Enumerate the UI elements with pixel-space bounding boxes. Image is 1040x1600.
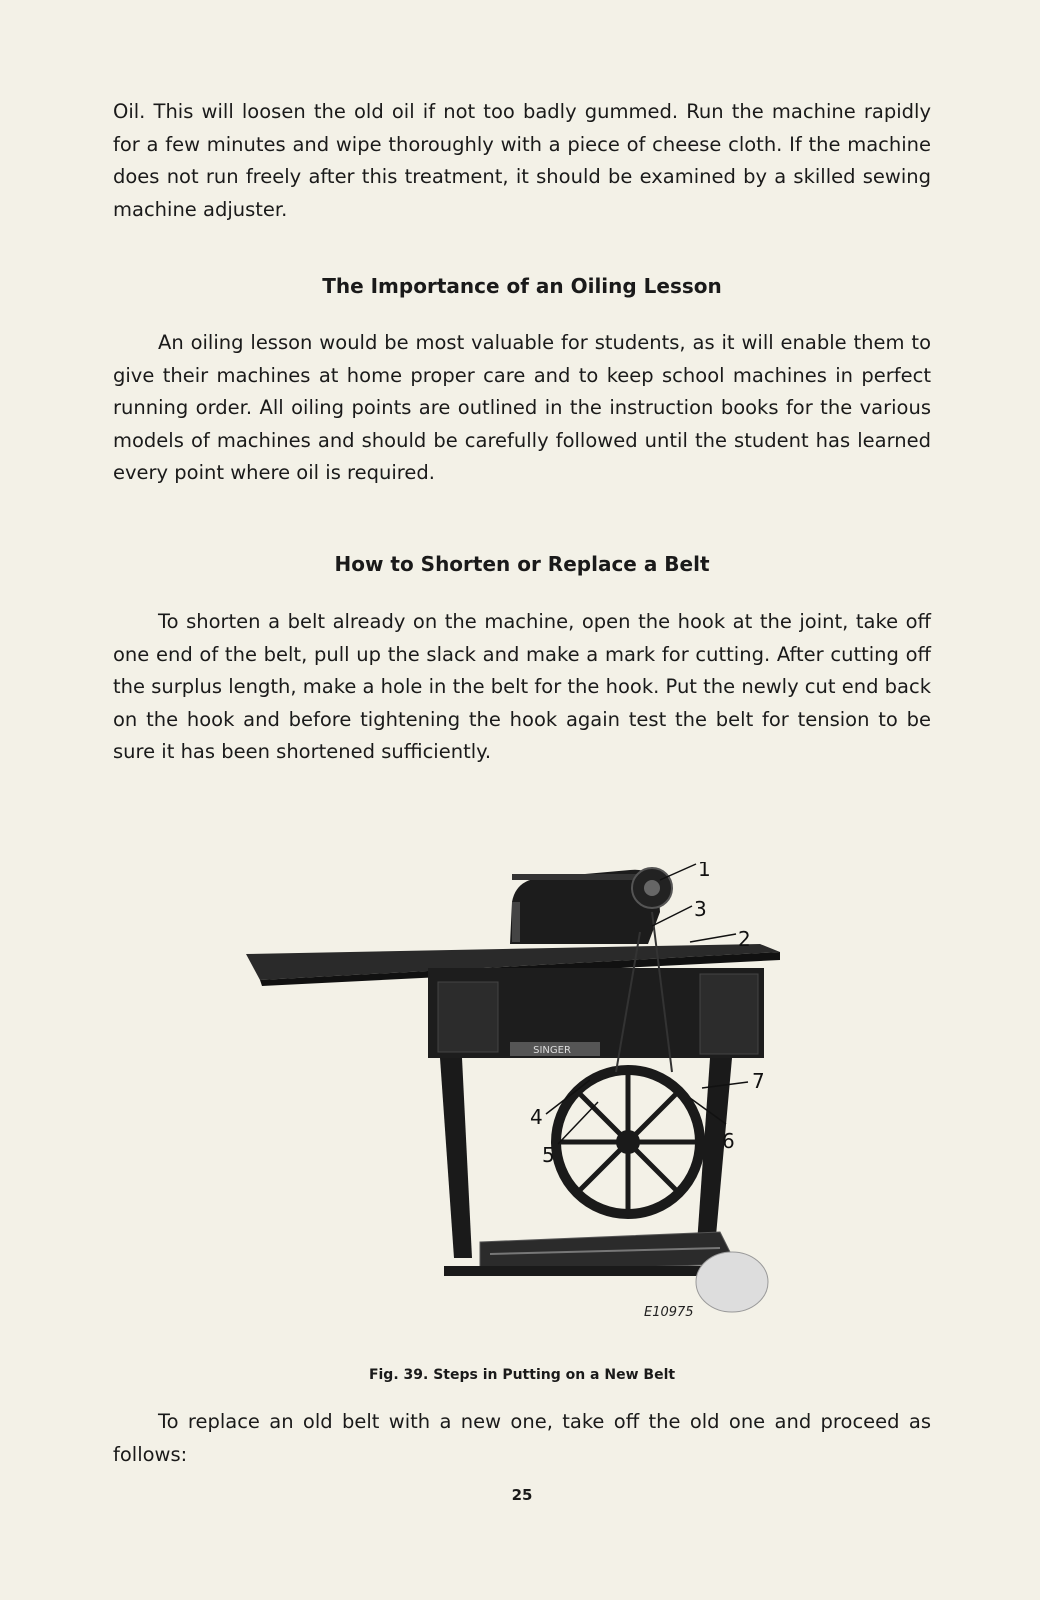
figure-code: E10975 xyxy=(644,1305,694,1320)
heading-oiling-lesson: The Importance of an Oiling Lesson xyxy=(322,274,722,298)
callout-3: 3 xyxy=(694,897,707,921)
figure-caption: Fig. 39. Steps in Putting on a New Belt xyxy=(368,1367,676,1383)
left-leg xyxy=(440,1058,472,1258)
callout-7: 7 xyxy=(752,1069,765,1093)
heading-shorten-belt: How to Shorten or Replace a Belt xyxy=(334,552,710,576)
paragraph-replace-belt: To replace an old belt with a new one, take off the old one and proceed as follows: xyxy=(113,1410,931,1466)
callout-6: 6 xyxy=(722,1129,735,1153)
callout-4: 4 xyxy=(530,1105,543,1129)
sewing-machine-figure xyxy=(240,862,800,1322)
callout-2: 2 xyxy=(738,927,751,951)
callout-5: 5 xyxy=(542,1143,555,1167)
paragraph-oiling-lesson: An oiling lesson would be most valuable for students, as it will enable them to give their machines at home proper care and to keep school machines in perfect running order. All oiling points are outlined in the instruction books for the various models of machines and should be carefully followed until the student has learned every point where oil is required. xyxy=(113,331,931,484)
treadle-sewing-machine-illustration xyxy=(240,862,800,1322)
brand-plate: SINGER xyxy=(533,1045,571,1056)
callout-1: 1 xyxy=(698,862,711,881)
paragraph-shorten-belt: To shorten a belt already on the machine, open the hook at the joint, take off one end of the belt, pull up the slack and make a mark for cutting. After cutting off the surplus length, make a hole in the belt for the hook. Put the newly cut end back on the hook and before tightening the hook again test the belt for tension to be sure it has been shortened sufficiently. xyxy=(113,610,932,763)
paragraph-oil-continuation: Oil. This will loosen the old oil if not too badly gummed. Run the machine rapidly for a few minutes and wipe thoroughly with a piece of cheese cloth. If the machine does not run freely after this treatment, it should be examined by a skilled sewing machine adjuster. xyxy=(113,100,931,221)
page-number: 25 xyxy=(511,1486,533,1504)
